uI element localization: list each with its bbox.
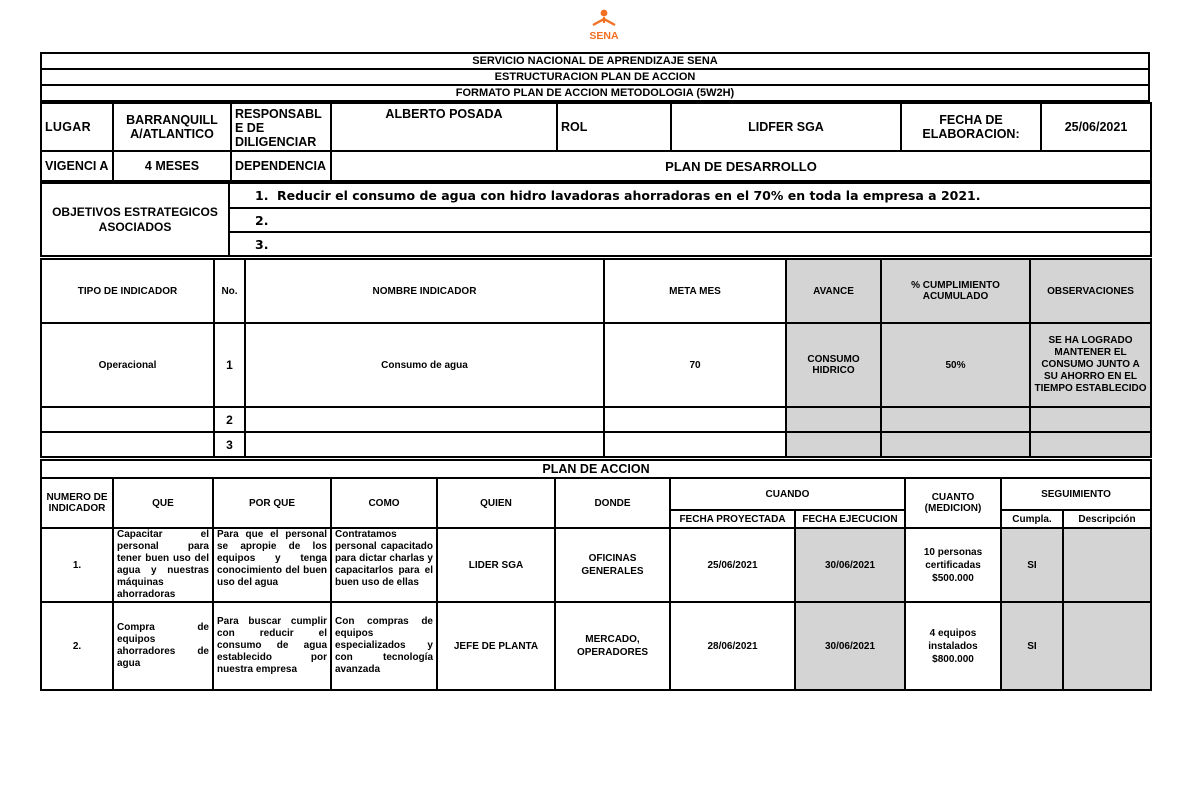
objetivos-label: OBJETIVOS ESTRATEGICOS ASOCIADOS [41, 183, 229, 256]
plan-header-fecha-ejecucion: FECHA EJECUCION [795, 510, 905, 528]
plan-accion-table [40, 459, 1152, 691]
row-2-avance [786, 407, 881, 432]
plan-header-que: QUE [113, 478, 213, 528]
indicadores-table [40, 258, 1152, 458]
dependencia-value: PLAN DE DESARROLLO [331, 151, 1151, 181]
objetivos-table [40, 182, 1152, 257]
plan-row-2-quien: JEFE DE PLANTA [437, 602, 555, 690]
plan-header-descripcion: Descripción [1063, 510, 1151, 528]
row-1-nombre: Consumo de agua [245, 323, 604, 407]
header-table [40, 52, 1150, 102]
vigencia-label: VIGENCI A [41, 151, 113, 181]
row-3-meta [604, 432, 786, 457]
rol-value: LIDFER SGA [671, 103, 901, 151]
plan-row-2-cuanto: 4 equipos instalados $800.000 [905, 602, 1001, 690]
plan-row-2-fecha-ejecucion: 30/06/2021 [795, 602, 905, 690]
row-3-cumplimiento [881, 432, 1030, 457]
plan-row-2-donde: MERCADO, OPERADORES [555, 602, 670, 690]
row-3-observaciones [1030, 432, 1151, 457]
header-line-3: FORMATO PLAN DE ACCION METODOLOGIA (5W2H) [41, 85, 1149, 101]
info-table [40, 102, 1152, 182]
plan-row-1-como: Contratamos personal capacitado para dictar charlas y capacitarlos para el buen uso de ellas [331, 528, 437, 602]
objetivo-3: 3. [229, 232, 1151, 256]
svg-text:SENA: SENA [589, 30, 619, 42]
row-1-avance: CONSUMO HIDRICO [786, 323, 881, 407]
plan-title: PLAN DE ACCION [41, 460, 1151, 478]
plan-header-como: COMO [331, 478, 437, 528]
lugar-label: LUGAR [41, 103, 113, 151]
row-1-no: 1 [214, 323, 245, 407]
header-line-2: ESTRUCTURACION PLAN DE ACCION [41, 69, 1149, 85]
vigencia-value: 4 MESES [113, 151, 231, 181]
header-no: No. [214, 259, 245, 323]
row-1-observaciones: SE HA LOGRADO MANTENER EL CONSUMO JUNTO A SU AHORRO EN EL TIEMPO ESTABLECIDO [1030, 323, 1151, 407]
plan-header-cuanto: CUANTO (MEDICION) [905, 478, 1001, 528]
plan-row-2-como: Con compras de equipos especializados y con tecnología avanzada [331, 602, 437, 690]
plan-header-numero: NUMERO DE INDICADOR [41, 478, 113, 528]
row-1-tipo: Operacional [41, 323, 214, 407]
row-2-no: 2 [214, 407, 245, 432]
plan-header-por-que: POR QUE [213, 478, 331, 528]
plan-header-seguimiento: SEGUIMIENTO [1001, 478, 1151, 510]
plan-row-1-por-que: Para que el personal se apropie de los equipos y tenga conocimiento del buen uso del agua [213, 528, 331, 602]
row-2-nombre [245, 407, 604, 432]
plan-row-1-cuanto: 10 personas certificadas $500.000 [905, 528, 1001, 602]
plan-row-1-que: Capacitar el personal para tener buen uso del agua y nuestras máquinas ahorradoras [113, 528, 213, 602]
row-3-tipo [41, 432, 214, 457]
row-2-observaciones [1030, 407, 1151, 432]
plan-row-1-fecha-proyectada: 25/06/2021 [670, 528, 795, 602]
plan-row-1-cumpla: SI [1001, 528, 1063, 602]
plan-row-2-numero: 2. [41, 602, 113, 690]
plan-header-donde: DONDE [555, 478, 670, 528]
plan-row-2-descripcion [1063, 602, 1151, 690]
plan-header-cuando: CUANDO [670, 478, 905, 510]
row-1-meta: 70 [604, 323, 786, 407]
row-2-tipo [41, 407, 214, 432]
header-meta: META MES [604, 259, 786, 323]
plan-row-1-descripcion [1063, 528, 1151, 602]
row-2-meta [604, 407, 786, 432]
plan-row-2-que: Compra de equipos ahorradores de agua [113, 602, 213, 690]
row-3-no: 3 [214, 432, 245, 457]
row-1-cumplimiento: 50% [881, 323, 1030, 407]
header-cumplimiento: % CUMPLIMIENTO ACUMULADO [881, 259, 1030, 323]
lugar-value: BARRANQUILL A/ATLANTICO [113, 103, 231, 151]
rol-label: ROL [557, 103, 671, 151]
header-avance: AVANCE [786, 259, 881, 323]
objetivo-1: 1. Reducir el consumo de agua con hidro lavadoras ahorradoras en el 70% en toda la empresa a 2021. [229, 183, 1151, 208]
objetivo-2: 2. [229, 208, 1151, 232]
plan-row-2-cumpla: SI [1001, 602, 1063, 690]
plan-header-fecha-proyectada: FECHA PROYECTADA [670, 510, 795, 528]
dependencia-label: DEPENDENCIA [231, 151, 331, 181]
plan-row-1-numero: 1. [41, 528, 113, 602]
fecha-label: FECHA DE ELABORACION: [901, 103, 1041, 151]
plan-header-cumpla: Cumpla. [1001, 510, 1063, 528]
plan-row-2-fecha-proyectada: 28/06/2021 [670, 602, 795, 690]
plan-row-1-fecha-ejecucion: 30/06/2021 [795, 528, 905, 602]
responsable-label: RESPONSABL E DE DILIGENCIAR [231, 103, 331, 151]
header-nombre: NOMBRE INDICADOR [245, 259, 604, 323]
plan-row-2-por-que: Para buscar cumplir con reducir el consumo de agua establecido por nuestra empresa [213, 602, 331, 690]
header-line-1: SERVICIO NACIONAL DE APRENDIZAJE SENA [41, 53, 1149, 69]
row-3-nombre [245, 432, 604, 457]
header-observaciones: OBSERVACIONES [1030, 259, 1151, 323]
sena-logo [582, 8, 626, 48]
plan-row-1-donde: OFICINAS GENERALES [555, 528, 670, 602]
row-3-avance [786, 432, 881, 457]
plan-row-1-quien: LIDER SGA [437, 528, 555, 602]
plan-header-quien: QUIEN [437, 478, 555, 528]
responsable-value: ALBERTO POSADA [331, 103, 557, 151]
fecha-value: 25/06/2021 [1041, 103, 1151, 151]
header-tipo: TIPO DE INDICADOR [41, 259, 214, 323]
row-2-cumplimiento [881, 407, 1030, 432]
